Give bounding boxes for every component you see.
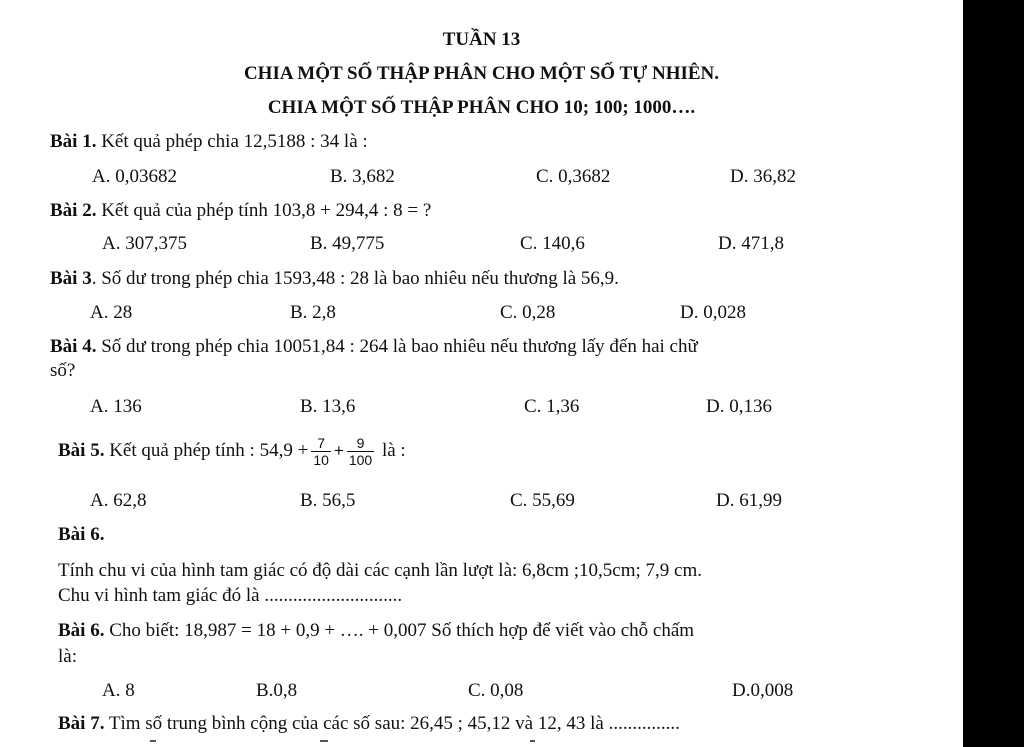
problem-1-option-a[interactable]: A. 0,03682	[92, 166, 177, 187]
problem-4-option-c[interactable]: C. 1,36	[524, 396, 580, 417]
title-line-1: CHIA MỘT SỐ THẬP PHÂN CHO MỘT SỐ TỰ NHIÊN.	[243, 63, 720, 84]
problem-4-text: Số dư trong phép chia 10051,84 : 264 là bao nhiêu nếu thương lấy đến hai chữ	[96, 336, 698, 357]
problem-5-option-c[interactable]: C. 55,69	[510, 490, 575, 511]
problem-2-question	[50, 200, 431, 222]
problem-6b-text: Cho biết: 18,987 = 18 + 0,9 + …. + 0,007 Số thích hợp để viết vào chỗ chấm	[104, 620, 695, 641]
problem-2-option-a[interactable]: A. 307,375	[102, 233, 187, 254]
problem-7-question	[58, 713, 680, 735]
problem-2-option-c[interactable]: C. 140,6	[520, 233, 585, 254]
problem-4-option-d[interactable]: D. 0,136	[706, 396, 772, 417]
problem-1-option-b[interactable]: B. 3,682	[330, 166, 395, 187]
problem-1-option-c[interactable]: C. 0,3682	[536, 166, 611, 187]
problem-5-label: Bài 5.	[58, 440, 105, 461]
problem-2-option-b[interactable]: B. 49,775	[310, 233, 385, 254]
problem-6b-label: Bài 6.	[58, 620, 105, 641]
cutoff-fragment	[530, 740, 535, 742]
cutoff-fragment	[150, 740, 156, 742]
problem-6a-line1: Tính chu vi của hình tam giác có độ dài các cạnh lần lượt là: 6,8cm ;10,5cm; 7,9 cm.	[58, 560, 702, 581]
problem-1-question	[50, 131, 368, 153]
problem-1-option-d[interactable]: D. 36,82	[730, 166, 796, 187]
problem-3-option-a[interactable]: A. 28	[90, 302, 133, 323]
title-line-2: CHIA MỘT SỐ THẬP PHÂN CHO 10; 100; 1000….	[267, 97, 696, 118]
problem-6b-option-d[interactable]: D.0,008	[732, 680, 794, 701]
plus-sign: +	[333, 441, 344, 460]
problem-6b-option-c[interactable]: C. 0,08	[468, 680, 524, 701]
problem-6b-option-b[interactable]: B.0,8	[256, 680, 298, 701]
problem-2-label: Bài 2.	[50, 200, 97, 221]
week-heading: TUẦN 13	[442, 29, 521, 50]
problem-3-text: . Số dư trong phép chia 1593,48 : 28 là bao nhiêu nếu thương là 56,9.	[91, 268, 619, 289]
black-side-bar	[963, 0, 1024, 747]
problem-5-option-a[interactable]: A. 62,8	[90, 490, 147, 511]
cutoff-fragment	[320, 740, 328, 742]
problem-6b-option-a[interactable]: A. 8	[102, 680, 135, 701]
problem-1-label: Bài 1.	[50, 131, 97, 152]
problem-5-text-after: là :	[377, 440, 406, 461]
problem-7-label: Bài 7.	[58, 713, 105, 734]
problem-3-question	[50, 268, 619, 290]
problem-4-question	[50, 336, 698, 358]
problem-5-text-before: Kết quả phép tính : 54,9 +	[104, 440, 309, 461]
problem-7-text: Tìm số trung bình cộng của các số sau: 26,45 ; 45,12 và 12, 43 là ...............	[104, 713, 680, 734]
problem-4-option-a[interactable]: A. 136	[90, 396, 142, 417]
problem-6b-question-line2: là:	[58, 646, 77, 667]
problem-3-option-d[interactable]: D. 0,028	[680, 302, 746, 323]
fraction-9-100: $\frac{9}{100}$	[348, 435, 373, 469]
problem-3-label: Bài 3	[50, 268, 92, 289]
problem-1-text: Kết quả phép chia 12,5188 : 34 là :	[96, 131, 368, 152]
problem-6b-question	[58, 620, 694, 642]
problem-4-option-b[interactable]: B. 13,6	[300, 396, 356, 417]
problem-5-question	[58, 432, 406, 470]
problem-4-label: Bài 4.	[50, 336, 97, 357]
problem-6a-line2: Chu vi hình tam giác đó là .............................	[58, 585, 403, 606]
problem-2-text: Kết quả của phép tính 103,8 + 294,4 : 8 = ?	[96, 200, 432, 221]
problem-5-option-b[interactable]: B. 56,5	[300, 490, 356, 511]
problem-2-option-d[interactable]: D. 471,8	[718, 233, 784, 254]
problem-6a-label: Bài 6.	[58, 524, 105, 545]
problem-3-option-b[interactable]: B. 2,8	[290, 302, 336, 323]
problem-3-option-c[interactable]: C. 0,28	[500, 302, 556, 323]
problem-4-question-line2: số?	[50, 360, 76, 381]
fraction-7-10: $\frac{7}{10}$	[313, 435, 329, 469]
problem-5-option-d[interactable]: D. 61,99	[716, 490, 782, 511]
